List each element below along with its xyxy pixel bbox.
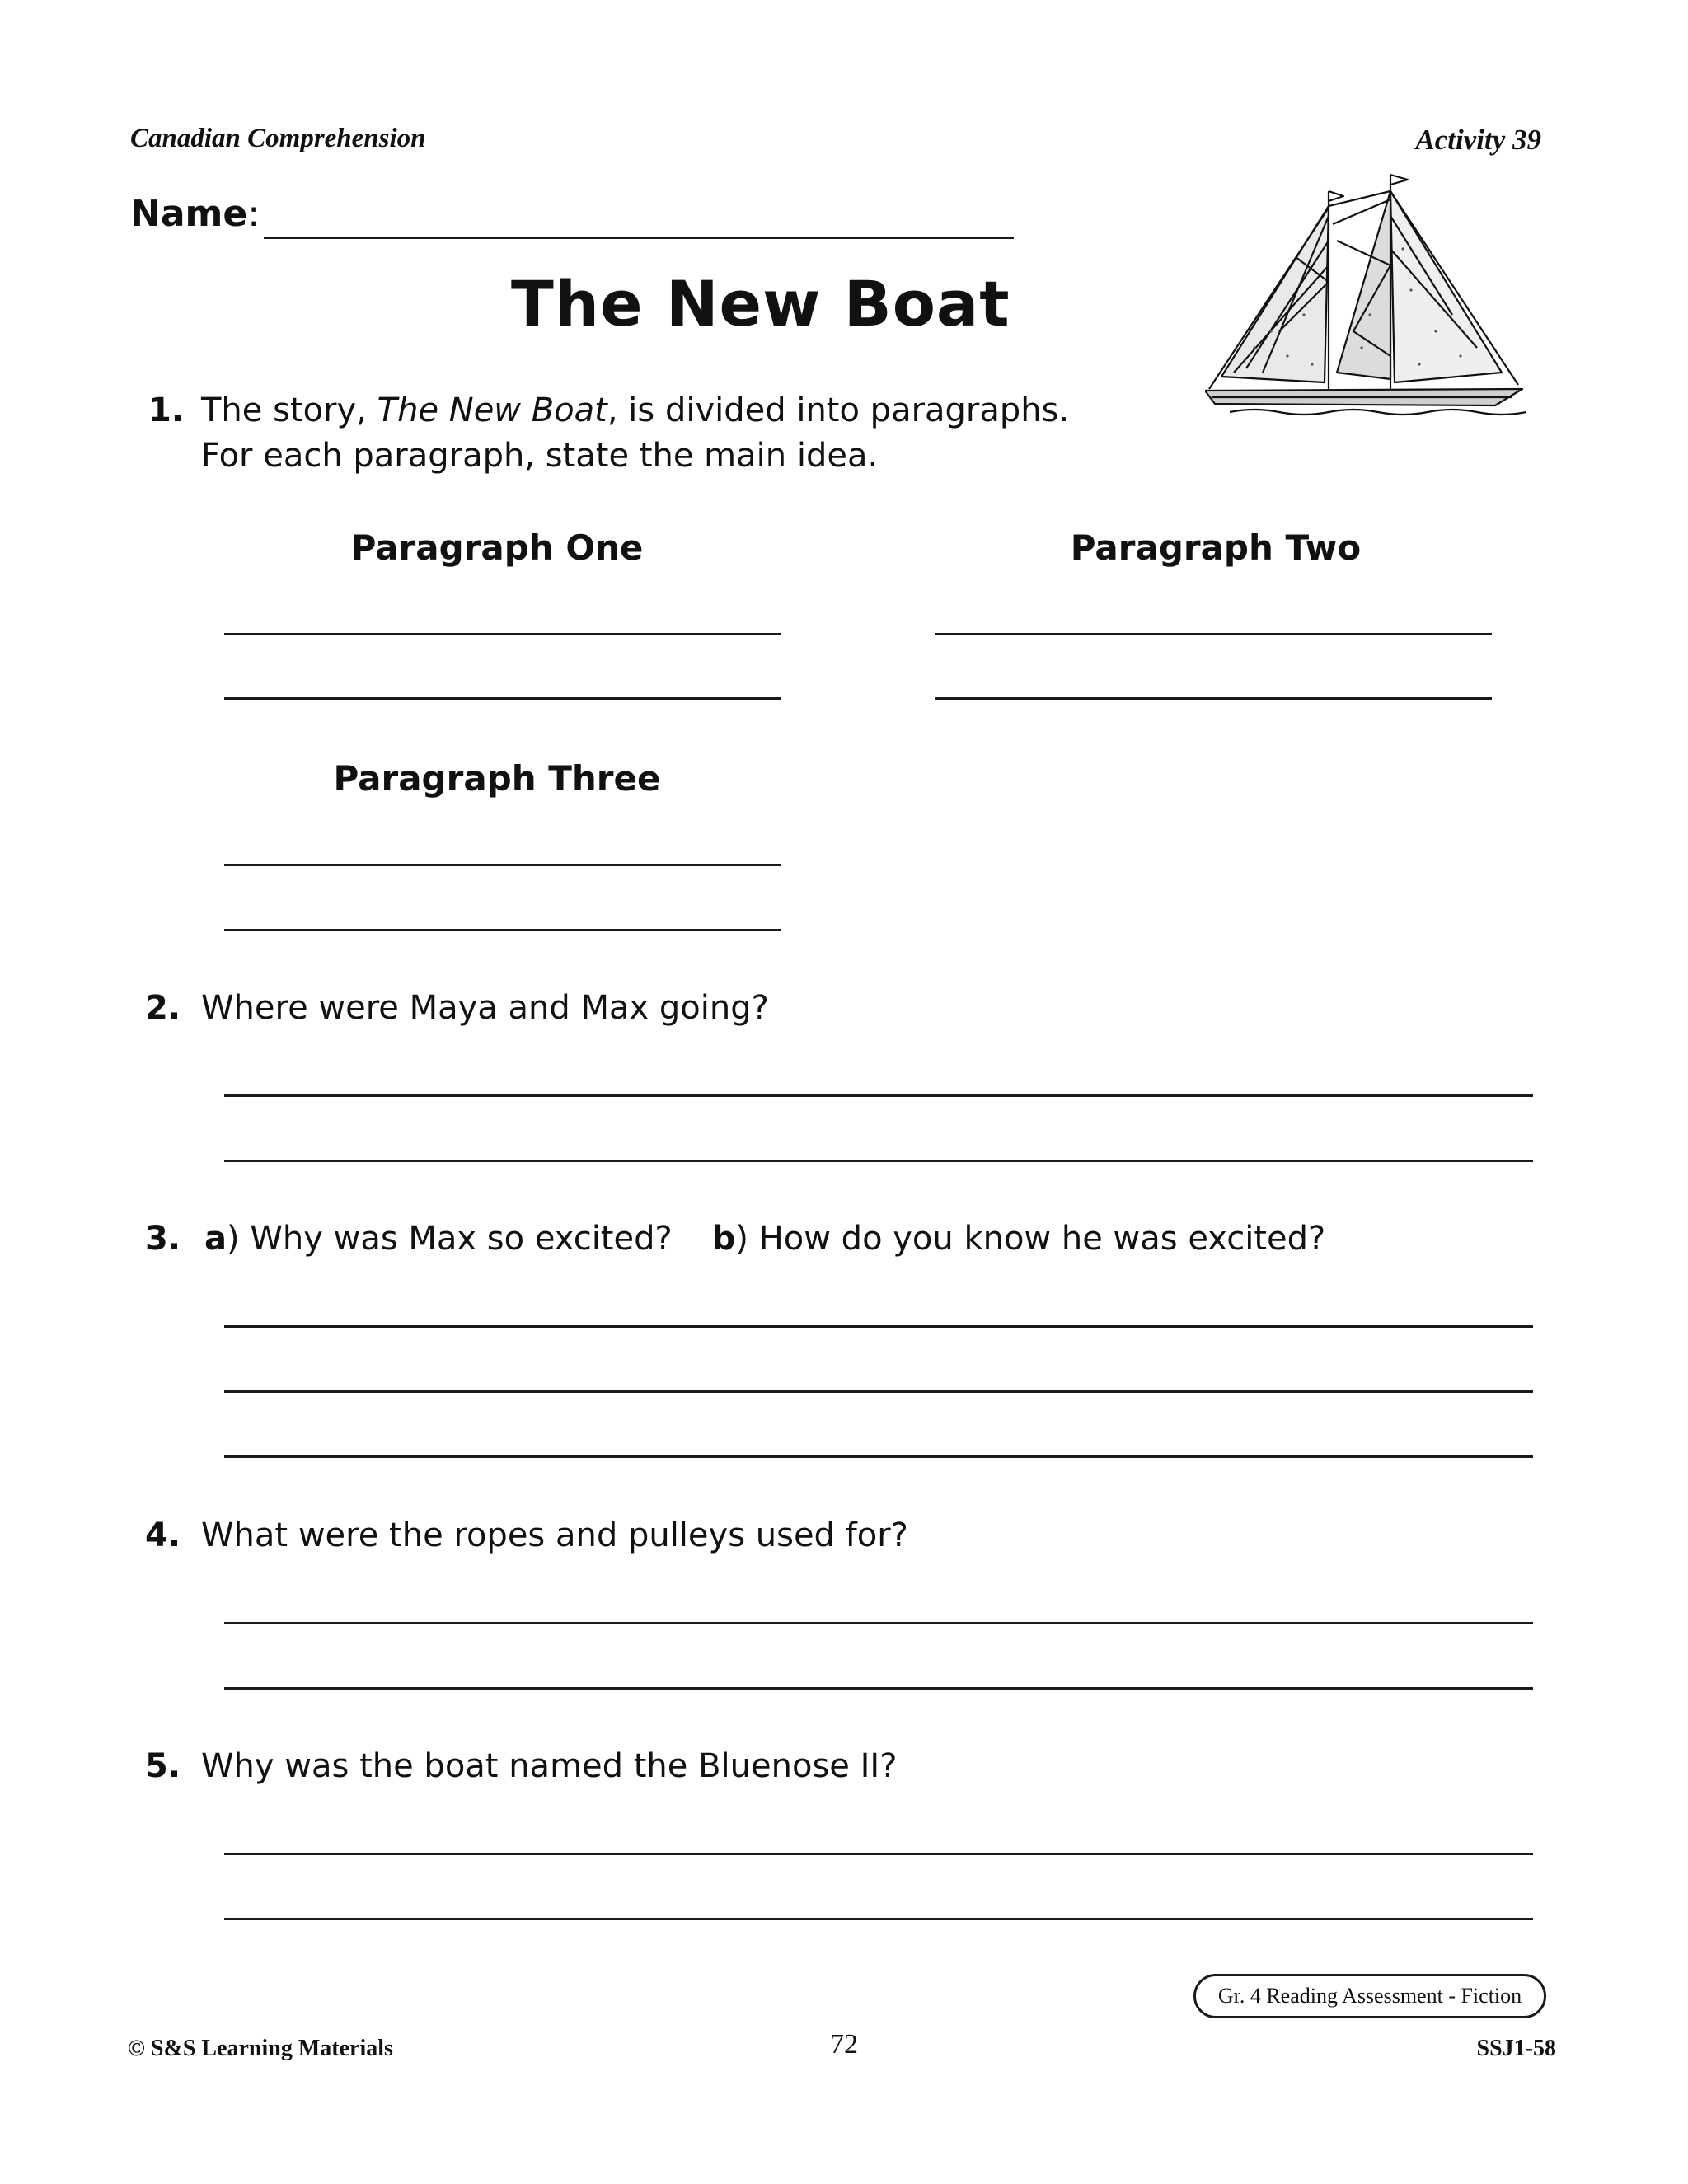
paragraph-one-heading: Paragraph One	[350, 527, 644, 568]
paragraph-three-heading: Paragraph Three	[333, 758, 661, 799]
question-1-text	[201, 391, 1231, 429]
series-title: Canadian Comprehension	[130, 124, 426, 153]
question-2-text: Where were Maya and Max going?	[201, 989, 769, 1027]
paragraph-three-answer-line-1[interactable]	[224, 864, 781, 866]
question-3-part-b-text: ) How do you know he was excited?	[735, 1220, 1326, 1258]
question-3-answer-line-2[interactable]	[224, 1390, 1533, 1393]
question-5-answer-line-2[interactable]	[224, 1918, 1533, 1920]
name-answer-line[interactable]	[264, 237, 1014, 239]
question-1-text-pre: The story,	[201, 391, 377, 429]
sailing-schooner-icon	[1205, 166, 1526, 422]
question-3-answer-line-1[interactable]	[224, 1325, 1533, 1328]
paragraph-three-answer-line-2[interactable]	[224, 929, 781, 931]
question-4-answer-line-1[interactable]	[224, 1622, 1533, 1624]
question-3-part-b-letter: b	[711, 1220, 736, 1258]
name-label	[130, 193, 260, 235]
paragraph-two-answer-line-1[interactable]	[935, 633, 1492, 635]
question-2-answer-line-2[interactable]	[224, 1160, 1533, 1162]
grade-level-badge: Gr. 4 Reading Assessment - Fiction	[1193, 1974, 1546, 2018]
question-3-answer-line-3[interactable]	[224, 1455, 1533, 1458]
question-1-number: 1.	[148, 391, 185, 429]
activity-number: Activity 39	[1415, 124, 1541, 156]
question-3-part-a-letter: a	[204, 1220, 227, 1258]
paragraph-one-answer-line-1[interactable]	[224, 633, 781, 635]
paragraph-one-answer-line-2[interactable]	[224, 697, 781, 700]
question-5-number: 5.	[145, 1747, 181, 1785]
question-1-text-post: , is divided into paragraphs.	[607, 391, 1070, 429]
question-2-number: 2.	[145, 989, 181, 1027]
question-5-text: Why was the boat named the Bluenose II?	[201, 1747, 898, 1785]
question-5-answer-line-1[interactable]	[224, 1853, 1533, 1855]
question-4-answer-line-2[interactable]	[224, 1687, 1533, 1690]
question-3-number: 3.	[145, 1220, 181, 1258]
name-label-colon: :	[247, 193, 260, 235]
worksheet-title: The New Boat	[511, 267, 1010, 340]
product-code: SSJ1-58	[1476, 2036, 1556, 2061]
page-number: 72	[830, 2029, 858, 2060]
name-label-text: Name	[130, 193, 248, 235]
question-4-text: What were the ropes and pulleys used for?	[201, 1516, 908, 1554]
question-3-part-a-text: ) Why was Max so excited?	[227, 1220, 673, 1258]
question-3-text	[204, 1220, 1556, 1258]
question-2-answer-line-1[interactable]	[224, 1094, 1533, 1097]
paragraph-two-heading: Paragraph Two	[1070, 527, 1362, 568]
story-title-italic: The New Boat	[377, 391, 607, 429]
paragraph-two-answer-line-2[interactable]	[935, 697, 1492, 700]
question-4-number: 4.	[145, 1516, 181, 1554]
copyright-notice: © S&S Learning Materials	[128, 2036, 393, 2061]
question-1-text-line2: For each paragraph, state the main idea.	[201, 437, 879, 475]
